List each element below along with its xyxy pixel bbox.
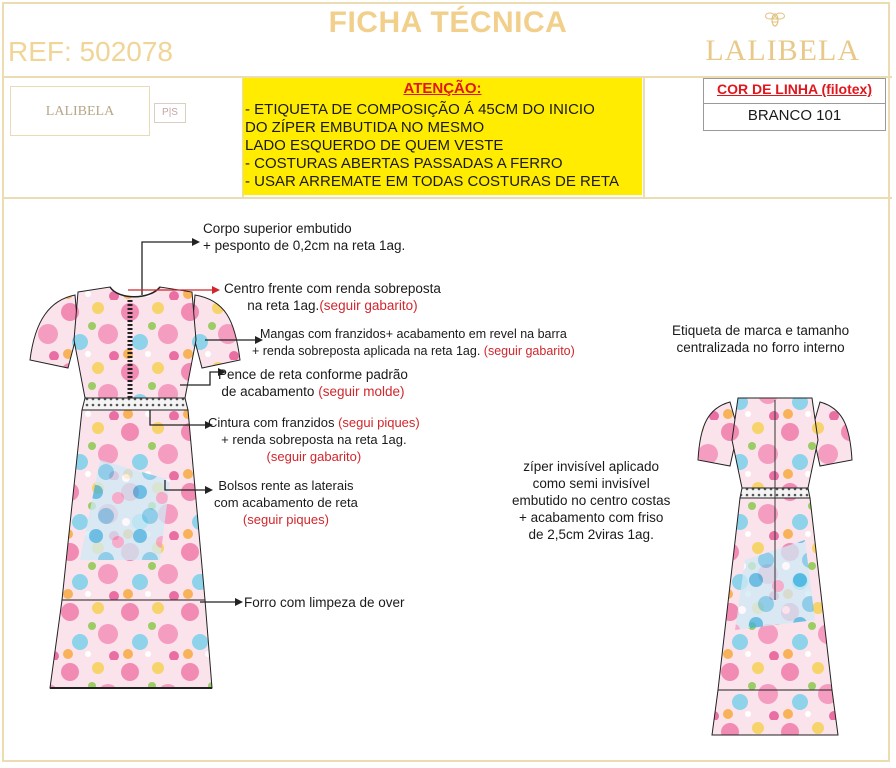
note-waist: Cintura com franzidos (segui piques) + renda sobreposta na reta 1ag. (seguir gabarito) <box>208 415 420 464</box>
attention-line: - USAR ARREMATE EM TODAS COSTURAS DE RETA <box>245 173 619 190</box>
note-center-front: Centro frente com renda sobreposta na reta 1ag.(seguir gabarito) <box>224 281 441 313</box>
attention-line: - COSTURAS ABERTAS PASSADAS A FERRO <box>245 155 563 172</box>
attention-line: - ETIQUETA DE COMPOSIÇÃO Á 45CM DO INICIO <box>245 101 595 118</box>
attention-line: DO ZÍPER EMBUTIDA NO MESMO <box>245 119 485 136</box>
reference-number: REF: 502078 <box>8 36 173 67</box>
note-upper-body: Corpo superior embutido + pesponto de 0,2cm na reta 1ag. <box>203 221 406 253</box>
brand-label-tag: LALIBELA <box>10 86 150 136</box>
brand-logo: LALIBELA <box>705 34 860 67</box>
page-title: FICHA TÉCNICA <box>328 6 568 39</box>
attention-line: LADO ESQUERDO DE QUEM VESTE <box>245 137 504 154</box>
note-darts: Pence de reta conforme padrão de acabamento (seguir molde) <box>218 367 408 399</box>
note-lining: Forro com limpeza de over <box>244 595 405 610</box>
note-pockets: Bolsos rente as laterais com acabamento de reta (seguir piques) <box>214 478 358 527</box>
front-dress-drawing <box>30 287 240 688</box>
size-label-tag: P|S <box>154 103 186 123</box>
note-sleeves: Mangas com franzidos+ acabamento em revel na barra + renda sobreposta aplicada na reta 1ag. (seguir gabarito) <box>252 327 575 358</box>
note-zipper: zíper invisível aplicado como semi invisível embutido no centro costas + acabamento com friso de 2,5cm 2viras 1ag. <box>512 459 671 542</box>
attention-title: ATENÇÃO: <box>403 80 482 97</box>
note-brand-label: Etiqueta de marca e tamanho centralizada no forro interno <box>672 323 850 355</box>
back-dress-drawing <box>698 398 852 735</box>
thread-color-title: COR DE LINHA (filotex) <box>716 81 873 97</box>
thread-color-value: BRANCO 101 <box>747 107 842 124</box>
